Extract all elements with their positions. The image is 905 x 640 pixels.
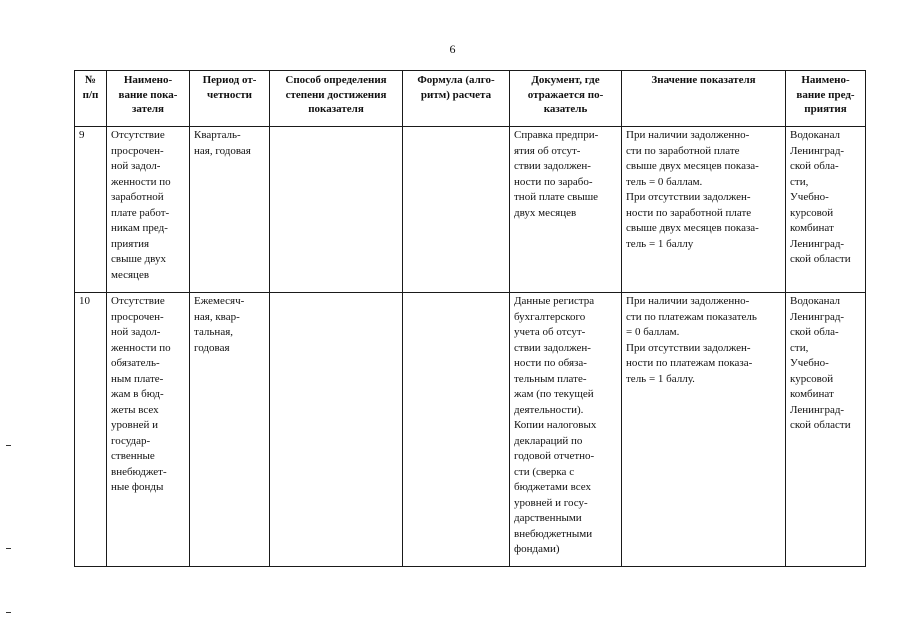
page-number: 6 bbox=[449, 42, 456, 56]
cell-indicator-value: При наличии задолженно- сти по платежам показатель = 0 баллам. При отсутствии задолжен- ности по платежам показа- тель = 1 баллу. bbox=[622, 293, 786, 567]
cell-achievement-method bbox=[270, 293, 403, 567]
header-number: № п/п bbox=[75, 71, 107, 127]
cell-number: 9 bbox=[75, 127, 107, 293]
header-document: Документ, где отражается по- казатель bbox=[510, 71, 622, 127]
cell-calculation-formula bbox=[403, 127, 510, 293]
scan-margin-mark bbox=[6, 612, 11, 613]
header-enterprise-name: Наимено- вание пред- приятия bbox=[786, 71, 866, 127]
cell-number: 10 bbox=[75, 293, 107, 567]
header-calculation-formula: Формула (алго- ритм) расчета bbox=[403, 71, 510, 127]
table-header-row bbox=[75, 71, 866, 127]
scan-margin-mark bbox=[6, 548, 11, 549]
header-achievement-method: Способ определения степени достижения показателя bbox=[270, 71, 403, 127]
cell-indicator-value: При наличии задолженно- сти по заработной плате свыше двух месяцев показа- тель = 0 баллам. При отсутствии задолжен- ности по заработной плате свыше двух месяцев показа- тель = 1 баллу bbox=[622, 127, 786, 293]
indicators-table bbox=[74, 70, 866, 567]
cell-enterprise-name: Водоканал Ленинград- ской обла- сти, Учебно- курсовой комбинат Ленинград- ской области bbox=[786, 293, 866, 567]
cell-enterprise-name: Водоканал Ленинград- ской обла- сти, Учебно- курсовой комбинат Ленинград- ской области bbox=[786, 127, 866, 293]
header-indicator-value: Значение показателя bbox=[622, 71, 786, 127]
cell-indicator-name: Отсутствие просрочен- ной задол- женности по обязатель- ным плате- жам в бюд- жеты всех уровней и государ- ственные внебюджет- ные фонды bbox=[107, 293, 190, 567]
cell-achievement-method bbox=[270, 127, 403, 293]
cell-document: Данные регистра бухгалтерского учета об отсут- ствии задолжен- ности по обяза- тельным плате- жам (по текущей деятельности). Копии налоговых деклараций по годовой отчетно- сти (сверка с бюджетами всех уровней и госу- дарственными внебюджетными фондами) bbox=[510, 293, 622, 567]
cell-calculation-formula bbox=[403, 293, 510, 567]
cell-reporting-period: Ежемесяч- ная, квар- тальная, годовая bbox=[190, 293, 270, 567]
cell-document: Справка предпри- ятия об отсут- ствии задолжен- ности по зарабо- тной плате свыше двух месяцев bbox=[510, 127, 622, 293]
table-row bbox=[75, 293, 866, 567]
cell-reporting-period: Кварталь- ная, годовая bbox=[190, 127, 270, 293]
scan-margin-mark bbox=[6, 445, 11, 446]
cell-indicator-name: Отсутствие просрочен- ной задол- женности по заработной плате работ- никам пред- приятия свыше двух месяцев bbox=[107, 127, 190, 293]
table-row bbox=[75, 127, 866, 293]
header-indicator-name: Наимено- вание пока- зателя bbox=[107, 71, 190, 127]
header-reporting-period: Период от- четности bbox=[190, 71, 270, 127]
